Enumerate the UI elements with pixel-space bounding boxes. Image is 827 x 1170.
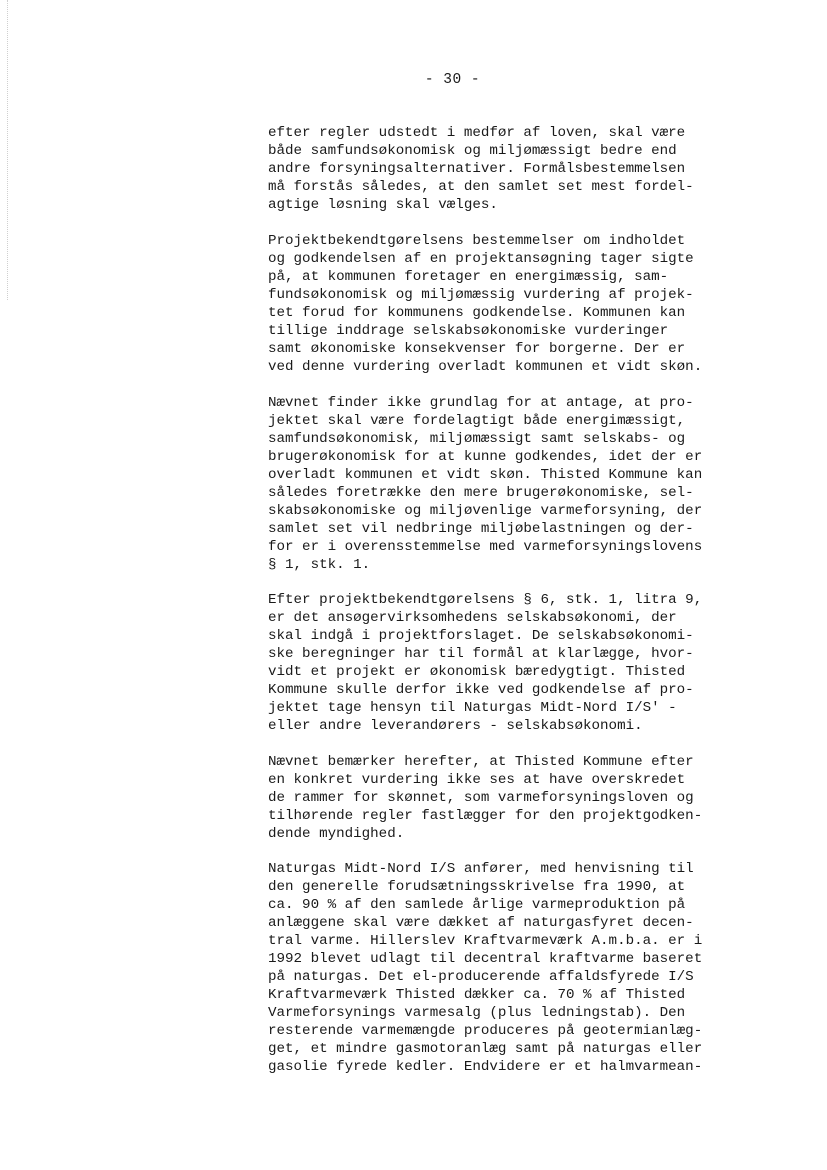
text-line: eller andre leverandørers - selskabsøkonomi. [268,718,643,734]
text-line: de rammer for skønnet, som varmeforsyningsloven og [268,789,694,806]
text-line: anlæggene skal være dækket af naturgasfyret decen- [268,915,694,931]
text-line: samt økonomiske konsekvenser for borgerne. Der er [268,341,686,357]
paragraph-6 [268,860,743,1076]
text-line: tilhørende regler fastlægger for den projektgodken- [268,807,703,824]
text-line: ca. 90 % af den samlede årlige varmeproduktion på [268,897,686,913]
text-line: Kommune skulle derfor ikke ved godkendelse af pro- [268,682,694,698]
text-line: brugerøkonomisk for at kunne godkendes, idet der er [268,448,703,465]
text-line: på naturgas. Det el-producerende affaldsfyrede I/S [268,969,694,985]
text-line: resterende varmemængde produceres på geotermianlæg- [268,1023,703,1039]
text-line: vidt et projekt er økonomisk bæredygtigt. Thisted [268,664,686,680]
text-line: ved denne vurdering overladt kommunen et vidt skøn. [268,359,703,375]
text-line: og godkendelsen af en projektansøgning tager sigte [268,251,694,267]
text-line: overladt kommunen et vidt skøn. Thisted Kommune kan [268,466,703,483]
text-line: dende myndighed. [268,825,405,842]
text-line: tet forud for kommunens godkendelse. Kommunen kan [268,305,686,321]
text-line: jektet tage hensyn til Naturgas Midt-Nord I/S' - [268,700,677,716]
text-line: både samfundsøkonomisk og miljømæssigt bedre end [268,143,677,159]
text-line: jektet skal være fordelagtigt både energimæssigt, [268,412,686,429]
paragraph-1 [268,124,743,214]
text-line: efter regler udstedt i medfør af loven, skal være [268,125,686,141]
text-line: må forstås således, at den samlet set mest fordel- [268,179,694,195]
text-line: tral varme. Hillerslev Kraftvarmeværk A.m.b.a. er i [268,933,703,949]
text-line: agtige løsning skal vælges. [268,197,498,213]
page-number: - 30 - [424,72,481,88]
text-line: Nævnet finder ikke grundlag for at antage, at pro- [268,394,694,411]
text-line: gasolie fyrede kedler. Endvidere er et halmvarmean- [268,1059,703,1075]
text-line: Efter projektbekendtgørelsens § 6, stk. 1, litra 9, [268,592,703,608]
text-line: på, at kommunen foretager en energimæssig, sam- [268,269,669,285]
paragraph-5 [268,753,743,843]
text-line: Projektbekendtgørelsens bestemmelser om indholdet [268,233,686,249]
text-line: andre forsyningsalternativer. Formålsbestemmelsen [268,161,686,177]
text-line: get, et mindre gasmotoranlæg samt på naturgas eller [268,1041,703,1057]
text-line: fundsøkonomisk og miljømæssig vurdering af projek- [268,287,694,303]
text-line: samlet set vil nedbringe miljøbelastningen og der- [268,520,694,537]
text-line: den generelle forudsætningsskrivelse fra 1990, at [268,879,686,895]
paragraph-3 [268,394,743,574]
text-line: Varmeforsynings varmesalg (plus ledningstab). Den [268,1005,686,1021]
text-line: § 1, stk. 1. [268,556,371,573]
text-line: tillige inddrage selskabsøkonomiske vurderinger [268,323,669,339]
text-line: Nævnet bemærker herefter, at Thisted Kommune efter [268,753,694,770]
paragraph-4 [268,591,743,735]
text-line: ske beregninger har til formål at klarlægge, hvor- [268,646,694,662]
document-body [268,124,743,1094]
paragraph-2 [268,232,743,376]
text-line: en konkret vurdering ikke ses at have overskredet [268,771,686,788]
scan-edge-mark [7,0,8,300]
text-line: er det ansøgervirksomhedens selskabsøkonomi, der [268,610,677,626]
text-line: samfundsøkonomisk, miljømæssigt samt selskabs- og [268,430,686,447]
text-line: skabsøkonomiske og miljøvenlige varmeforsyning, der [268,502,703,519]
text-line: skal indgå i projektforslaget. De selskabsøkonomi- [268,628,694,644]
text-line: 1992 blevet udlagt til decentral kraftvarme baseret [268,951,703,967]
text-line: Naturgas Midt-Nord I/S anfører, med henvisning til [268,861,694,877]
text-line: Kraftvarmeværk Thisted dækker ca. 70 % af Thisted [268,987,686,1003]
text-line: således foretrække den mere brugerøkonomiske, sel- [268,484,694,501]
text-line: for er i overensstemmelse med varmeforsyningslovens [268,538,703,555]
